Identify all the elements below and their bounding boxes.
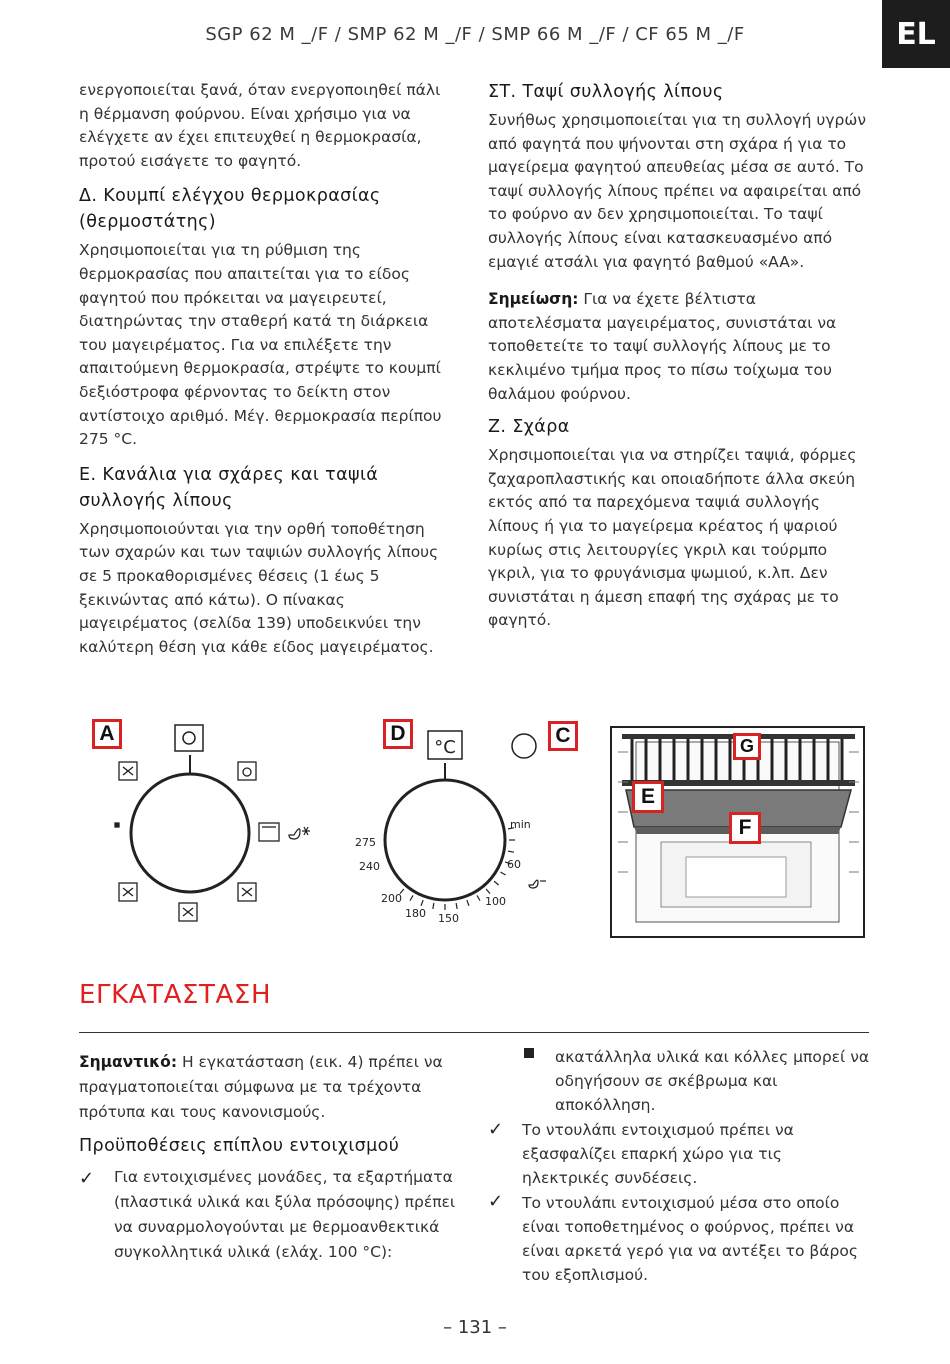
section-d-body: Χρησιμοποιείται για τη ρύθμιση της θερμοκρασίας που απαιτείται για το είδος φαγητού που πρόκειται να μαγειρευτεί, διατηρώντας την σταθερή κατά τη διάρκεια του μαγειρέματος. Για να επιλέξετε την απαιτούμενη θερμοκρασία, στρέψτε το κουμπί δεξιόστροφα φέρνοντας το δείκτη στον αντίστοιχο αριθμό. Μέγ. θερμοκρασία περίπου 275 °C. — [79, 241, 442, 449]
tick-180: 180 — [405, 907, 426, 920]
language-tab: EL — [882, 0, 950, 68]
note-paragraph — [488, 288, 873, 406]
page-number: – 131 – — [443, 1317, 507, 1338]
important-body: Η εγκατάσταση (εικ. 4) πρέπει να πραγματοποιείται σύμφωνα με τα τρέχοντα πρότυπα και τους κανονισμούς. — [79, 1053, 443, 1121]
defrost-icon — [289, 827, 310, 839]
thermostat-tick — [433, 903, 434, 909]
thermostat-tick — [410, 895, 413, 900]
section-z-body: Χρησιμοποιείται για να στηρίζει ταψιά, φόρμες ζαχαροπλαστικής και οποιαδήποτε άλλα σκεύη εκτός από τα παρεχόμενα ταψιά συλλογής λίπους ή για το μαγείρεμα κρέατος ή ψαριού κυρίως στις λειτουργίες γκριλ και τούρμπο γκριλ, για το φρυγάνισμα ψωμιού, κ.λπ. Δεν συνιστάται η άμεση επαφή της σχάρας με το φαγητό. — [488, 446, 857, 630]
section-st-body: Συνήθως χρησιμοποιείται για τη συλλογή υγρών από φαγητά που ψήνονται στη σχάρα ή για το μαγείρεμα φαγητού απευθείας μέσα σε αυτό. Το ταψί συλλογής λίπους πρέπει να αφαιρείται από το φούρνο αν δεν χρησιμοποιείται. Το ταψί συλλογής λίπους είναι κατασκευασμένο από εμαγιέ ατσάλι για φαγητό βαθμού «AA». — [488, 111, 866, 271]
section-st-heading: ΣΤ. Ταψί συλλογής λίπους — [488, 82, 724, 102]
section-z-heading: Ζ. Σχάρα — [488, 417, 570, 438]
grill-icon — [259, 823, 279, 841]
tick-60: 60 — [507, 858, 521, 871]
square-bullet-icon — [524, 1048, 534, 1058]
thermostat-tick — [494, 881, 499, 885]
intro-paragraph: ενεργοποιείται ξανά, όταν ενεργοποιηθεί πάλι η θέρμανση φούρνου. Είναι χρήσιμο για να ελέγχετε αν έχει επιτευχθεί η θερμοκρασία, προτού εισάγετε το φαγητό. — [79, 81, 441, 170]
checkmark-icon: ✓ — [79, 1168, 95, 1189]
install-right-column — [488, 1045, 873, 1287]
indicator-light — [508, 730, 540, 762]
thermostat-dial — [385, 780, 505, 900]
section-d-heading: Δ. Κουμπί ελέγχου θερμοκρασίας (θερμοστάτης) — [79, 186, 381, 233]
label-g: G — [733, 733, 761, 760]
left-column — [79, 79, 454, 659]
label-f: F — [729, 812, 761, 844]
thermostat-tick — [486, 889, 490, 894]
thermostat-tick — [421, 900, 423, 906]
section-e-body: Χρησιμοποιούνται για την ορθή τοποθέτηση των σχαρών και των ταψιών συλλογής λίπους σε 5 προκαθορισμένες θέσεις (1 έως 5 ξεκινώντας από κάτω). Ο πίνακας μαγειρέματος (σελίδα 139) υποδεικνύει την καλύτερη θέση για κάθε είδος μαγειρέματος. — [79, 519, 439, 656]
checkmark-icon: ✓ — [488, 1119, 504, 1140]
header-model-list: SGP 62 M _/F / SMP 62 M _/F / SMP 66 M _/F / CF 65 M _/F — [205, 24, 745, 45]
section-divider — [79, 1032, 869, 1033]
installation-heading: ΕΓΚΑΤΑΣΤΑΣΗ — [79, 980, 272, 1010]
label-a: A — [92, 719, 122, 749]
checkmark-icon: ✓ — [488, 1191, 504, 1212]
note-body: Για να έχετε βέλτιστα αποτελέσματα μαγειρέματος, συνιστάται να τοποθετείτε το ταψί συλλογής λίπους με το κεκλιμένο τμήμα προς το πίσω τοίχωμα του θαλάμου φούρνου. — [488, 290, 837, 403]
svg-text:°C: °C — [434, 737, 456, 758]
section-e-heading: Ε. Κανάλια για σχάρες και ταψιά συλλογής λίπους — [79, 464, 379, 511]
thermostat-tick — [477, 895, 480, 900]
tick-275: 275 — [355, 836, 376, 849]
thermostat-tick — [500, 872, 505, 875]
right-column — [488, 79, 873, 633]
requirement-sub-item: ακατάλληλα υλικά και κόλλες μπορεί να οδηγήσουν σε σκέβρωμα και αποκόλληση. — [555, 1048, 870, 1114]
thermostat-tick — [456, 903, 457, 909]
note-label: Σημείωση: — [488, 290, 579, 309]
install-left-column — [79, 1050, 459, 1265]
min-label: min — [510, 818, 531, 831]
requirement-item-2: Το ντουλάπι εντοιχισμού πρέπει να εξασφαλίζει επαρκή χώρο για τις ηλεκτρικές συνδέσεις. — [522, 1121, 794, 1187]
label-e: E — [632, 781, 664, 813]
important-paragraph — [79, 1050, 459, 1125]
defrost-small-icon — [529, 880, 546, 888]
furniture-requirements-heading: Προϋποθέσεις επίπλου εντοιχισμού — [79, 1136, 400, 1156]
thermostat-tick — [508, 851, 514, 852]
label-d: D — [383, 719, 413, 749]
knob-dial — [131, 774, 249, 892]
tick-100: 100 — [485, 895, 506, 908]
tick-150: 150 — [438, 912, 459, 925]
tick-200: 200 — [381, 892, 402, 905]
label-c: C — [548, 721, 578, 751]
tick-240: 240 — [359, 860, 380, 873]
off-position-icon — [175, 725, 203, 751]
requirement-item-1: Για εντοιχισμένες μονάδες, τα εξαρτήματα (πλαστικά υλικά και ξύλα πρόσοψης) πρέπει να συναρμολογούνται με θερμοανθεκτικά συγκολλητικά υλικά (ελάχ. 100 °C): — [114, 1168, 456, 1261]
important-label: Σημαντικό: — [79, 1053, 178, 1071]
function-knob-diagram — [80, 715, 330, 945]
requirement-item-3: Το ντουλάπι εντοιχισμού μέσα στο οποίο είναι τοποθετημένος ο φούρνος, πρέπει να είναι αρκετά γερό για να αντέξει το βάρος του εξοπλισμού. — [522, 1194, 858, 1284]
thermostat-tick — [467, 900, 469, 906]
